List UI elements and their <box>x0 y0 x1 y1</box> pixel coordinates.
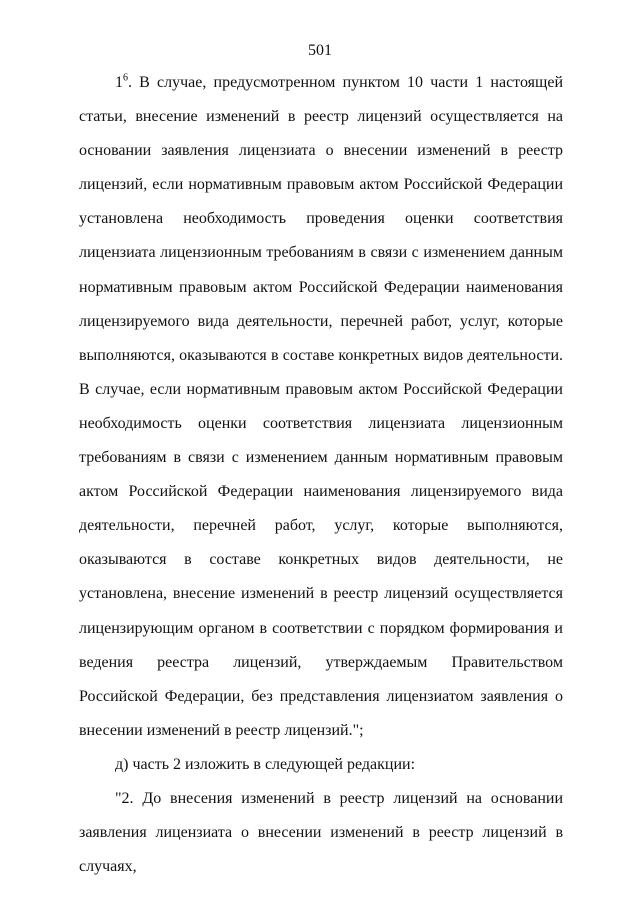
document-body <box>79 66 563 884</box>
page-number: 501 <box>308 42 332 59</box>
paragraph-1 <box>79 66 563 748</box>
paragraph-2: д) часть 2 изложить в следующей редакции: <box>115 755 416 773</box>
paragraph-3: "2. До внесения изменений в реестр лицензий на основании заявления лицензиата о внесении изменений в реестр лицензий в случаях, <box>79 789 563 876</box>
paragraph-text: . В случае, предусмотренном пунктом 10 части 1 настоящей статьи, внесение изменений в реестр лицензий осуществляется на основании заявления лицензиата о внесении изменений в реестр лицензий, если нормативным правовым актом Российской Федерации установлена необходимость проведения оценки соответствия лицензиата лицензионным требованиям в связи с изменением данным нормативным правовым актом Российской Федерации наименования лицензируемого вида деятельности, перечней работ, услуг, которые выполняются, оказываются в составе конкретных видов деятельности. В случае, если нормативным правовым актом Российской Федерации необходимость оценки соответствия лицензиата лицензионным требованиям в связи с изменением данным нормативным правовым актом Российской Федерации наименования лицензируемого вида деятельности, перечней работ, услуг, которые выполняются, оказываются в составе конкретных видов деятельности, не установлена, внесение изменений в реестр лицензий осуществляется лицензирующим органом в соответствии с порядком формирования и ведения реестра лицензий, утверждаемым Правительством Российской Федерации, без представления лицензиатом заявления о внесении изменений в реестр лицензий."; <box>79 74 563 739</box>
paragraph-marker: 1 <box>115 74 123 91</box>
paragraph-marker-superscript: 6 <box>123 72 128 84</box>
